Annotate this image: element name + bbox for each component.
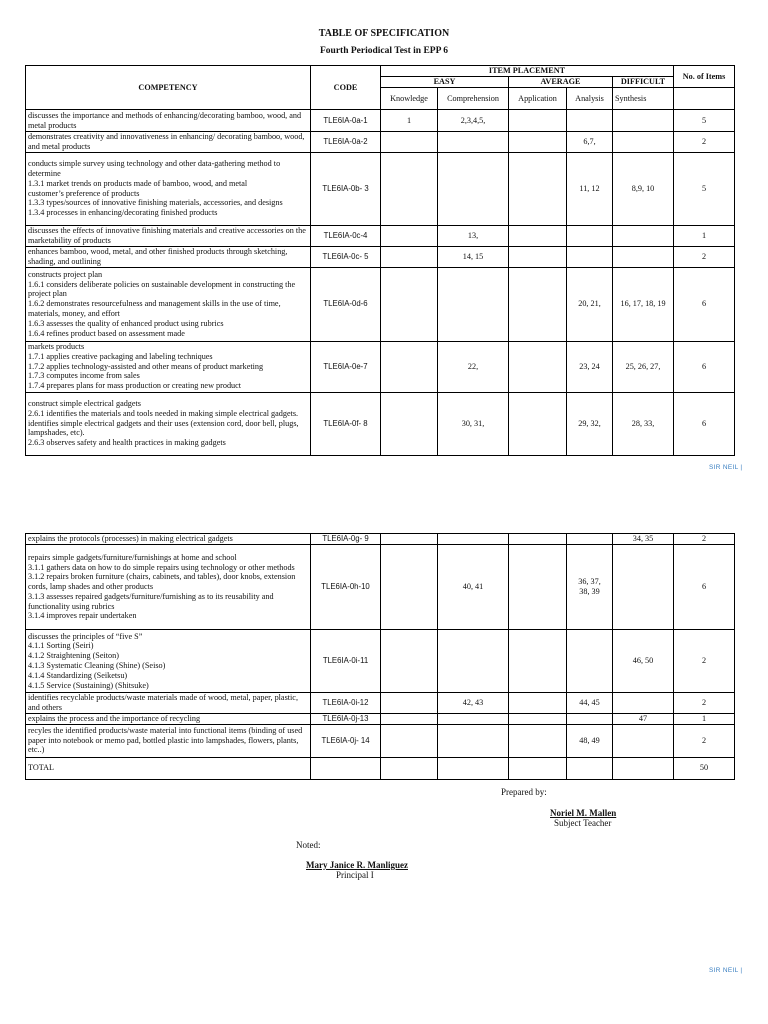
comprehension-cell <box>438 267 509 341</box>
knowledge-cell <box>381 713 438 724</box>
items-cell: 6 <box>674 267 735 341</box>
synthesis-cell <box>613 110 674 132</box>
items-cell: 5 <box>674 110 735 132</box>
competency-cell: recyles the identified products/waste material into functional items (binding of used paper into notebook or memo pad, bottled plastic into lampshades, flowers, plants, etc..) <box>26 724 311 757</box>
noted-label: Noted: <box>296 840 321 850</box>
knowledge-cell <box>381 545 438 630</box>
code-cell: TLE6IA-0c-4 <box>311 225 381 246</box>
competency-header: COMPETENCY <box>26 66 311 110</box>
specification-table-page-1 <box>25 65 735 456</box>
analysis-cell: 48, 49 <box>567 724 613 757</box>
analysis-cell <box>567 246 613 267</box>
code-cell: TLE6IA-0i-11 <box>311 630 381 693</box>
table-row <box>26 341 735 392</box>
easy-header: EASY <box>381 77 509 88</box>
competency-cell: repairs simple gadgets/furniture/furnishings at home and school 3.1.1 gathers data on how to do simple repairs using technology or other methods 3.1.2 repairs broken furniture (chairs, cabinets, and tables), door knobs, extension cords, lamp shades and other products 3.1.3 assesses repaired gadgets/furniture/furnishing as to its reusability and functionality using rubrics 3.1.4 improves repair undertaken <box>26 545 311 630</box>
code-cell: TLE6IA-0g- 9 <box>311 534 381 545</box>
analysis-cell: 11, 12 <box>567 152 613 225</box>
table-row <box>26 392 735 455</box>
document-subtitle: Fourth Periodical Test in EPP 6 <box>320 46 448 56</box>
document-title: TABLE OF SPECIFICATION <box>318 28 450 39</box>
synthesis-cell: 16, 17, 18, 19 <box>613 267 674 341</box>
competency-cell: markets products 1.7.1 applies creative packaging and labeling techniques 1.7.2 applies technology-assisted and other means of product marketing 1.7.3 computes income from sales 1.7.4 prepares plans for mass production or creating new product <box>26 341 311 392</box>
knowledge-cell <box>381 225 438 246</box>
knowledge-cell <box>381 132 438 153</box>
code-cell: TLE6IA-0e-7 <box>311 341 381 392</box>
comprehension-cell: 14, 15 <box>438 246 509 267</box>
application-cell <box>509 110 567 132</box>
footer-watermark-1: SIR NEIL | <box>709 464 743 471</box>
competency-cell: explains the protocols (processes) in making electrical gadgets <box>26 534 311 545</box>
total-empty-cell <box>567 757 613 779</box>
application-cell <box>509 693 567 714</box>
total-row <box>26 757 735 779</box>
table-row <box>26 724 735 757</box>
items-cell: 6 <box>674 341 735 392</box>
items-cell: 1 <box>674 225 735 246</box>
analysis-cell <box>567 110 613 132</box>
comprehension-cell <box>438 713 509 724</box>
comprehension-cell <box>438 724 509 757</box>
synthesis-cell <box>613 693 674 714</box>
specification-table-page-2 <box>25 533 735 780</box>
competency-cell: construct simple electrical gadgets 2.6.1 identifies the materials and tools needed in making simple electrical gadgets. identifies simple electrical gadgets and their uses (extension cord, door bell, plugs, lampshades, etc). 2.6.3 observes safety and health practices in making gadgets <box>26 392 311 455</box>
synthesis-cell: 47 <box>613 713 674 724</box>
item-placement-header: ITEM PLACEMENT <box>381 66 674 77</box>
difficult-header: DIFFICULT <box>613 77 674 88</box>
code-cell: TLE6IA-0j-13 <box>311 713 381 724</box>
application-cell <box>509 545 567 630</box>
knowledge-cell <box>381 152 438 225</box>
preparer-name: Noriel M. Mallen <box>550 808 617 818</box>
table-body-page-2 <box>26 534 735 780</box>
code-cell: TLE6IA-0c- 5 <box>311 246 381 267</box>
analysis-cell <box>567 630 613 693</box>
competency-cell: demonstrates creativity and innovativeness in enhancing/ decorating bamboo, wood, and metal products <box>26 132 311 153</box>
table-row <box>26 132 735 153</box>
competency-cell: constructs project plan 1.6.1 considers deliberate policies on sustainable development in constructing the project plan 1.6.2 demonstrates resourcefulness and management skills in the use of time, materials, money, and effort 1.6.3 assesses the quality of enhanced product using rubrics 1.6.4 refines product based on assessment made <box>26 267 311 341</box>
application-cell <box>509 630 567 693</box>
competency-cell: discusses the effects of innovative finishing materials and creative accessories on the marketability of products <box>26 225 311 246</box>
code-cell: TLE6IA-0a-2 <box>311 132 381 153</box>
application-header: Application <box>509 88 567 110</box>
synthesis-cell: 28, 33, <box>613 392 674 455</box>
code-header: CODE <box>311 66 381 110</box>
application-cell <box>509 713 567 724</box>
table-row <box>26 630 735 693</box>
application-cell <box>509 267 567 341</box>
analysis-cell: 20, 21, <box>567 267 613 341</box>
prepared-by-label: Prepared by: <box>501 787 547 797</box>
knowledge-cell <box>381 267 438 341</box>
synthesis-cell: 34, 35 <box>613 534 674 545</box>
table-row <box>26 246 735 267</box>
competency-cell: discusses the principles of “five S” 4.1.1 Sorting (Seiri) 4.1.2 Straightening (Seiton) 4.1.3 Systematic Cleaning (Shine) (Seiso) 4.1.4 Standardizing (Seiketsu) 4.1.5 Service (Sustaining) (Shitsuke) <box>26 630 311 693</box>
analysis-cell: 23, 24 <box>567 341 613 392</box>
code-cell: TLE6IA-0j- 14 <box>311 724 381 757</box>
synthesis-header: Synthesis <box>613 88 674 110</box>
knowledge-cell <box>381 534 438 545</box>
knowledge-cell <box>381 246 438 267</box>
total-empty-cell <box>613 757 674 779</box>
total-empty-cell <box>381 757 438 779</box>
knowledge-cell <box>381 693 438 714</box>
total-items: 50 <box>674 757 735 779</box>
knowledge-cell: 1 <box>381 110 438 132</box>
table-row <box>26 693 735 714</box>
analysis-cell <box>567 225 613 246</box>
items-cell: 2 <box>674 132 735 153</box>
table-row <box>26 545 735 630</box>
knowledge-cell <box>381 341 438 392</box>
analysis-cell: 36, 37, 38, 39 <box>567 545 613 630</box>
code-cell: TLE6IA-0h-10 <box>311 545 381 630</box>
competency-cell: explains the process and the importance of recycling <box>26 713 311 724</box>
competency-cell: identifies recyclable products/waste materials made of wood, metal, paper, plastic, and others <box>26 693 311 714</box>
synthesis-cell: 8,9, 10 <box>613 152 674 225</box>
synthesis-cell <box>613 545 674 630</box>
comprehension-cell: 2,3,4,5, <box>438 110 509 132</box>
items-cell: 6 <box>674 545 735 630</box>
code-cell: TLE6IA-0i-12 <box>311 693 381 714</box>
comprehension-cell <box>438 534 509 545</box>
noter-title: Principal I <box>336 870 374 880</box>
table-body-page-1 <box>26 110 735 456</box>
analysis-cell <box>567 534 613 545</box>
synthesis-cell: 25, 26, 27, <box>613 341 674 392</box>
synthesis-cell <box>613 724 674 757</box>
total-empty-cell <box>311 757 381 779</box>
table-row <box>26 152 735 225</box>
noter-name: Mary Janice R. Manliguez <box>306 860 408 870</box>
comprehension-cell: 13, <box>438 225 509 246</box>
table-row <box>26 267 735 341</box>
average-header: AVERAGE <box>509 77 613 88</box>
application-cell <box>509 225 567 246</box>
code-cell: TLE6IA-0b- 3 <box>311 152 381 225</box>
empty-header-cell <box>674 88 735 110</box>
comprehension-cell: 30, 31, <box>438 392 509 455</box>
analysis-cell: 29, 32, <box>567 392 613 455</box>
competency-cell: discusses the importance and methods of enhancing/decorating bamboo, wood, and metal products <box>26 110 311 132</box>
application-cell <box>509 152 567 225</box>
synthesis-cell <box>613 132 674 153</box>
analysis-cell: 6,7, <box>567 132 613 153</box>
comprehension-cell: 42, 43 <box>438 693 509 714</box>
total-empty-cell <box>438 757 509 779</box>
items-cell: 2 <box>674 693 735 714</box>
table-row <box>26 713 735 724</box>
items-cell: 6 <box>674 392 735 455</box>
total-empty-cell <box>509 757 567 779</box>
analysis-header: Analysis <box>567 88 613 110</box>
knowledge-header: Knowledge <box>381 88 438 110</box>
application-cell <box>509 341 567 392</box>
code-cell: TLE6IA-0d-6 <box>311 267 381 341</box>
items-cell: 2 <box>674 246 735 267</box>
items-cell: 5 <box>674 152 735 225</box>
code-cell: TLE6IA-0f- 8 <box>311 392 381 455</box>
synthesis-cell <box>613 246 674 267</box>
application-cell <box>509 534 567 545</box>
knowledge-cell <box>381 392 438 455</box>
comprehension-cell <box>438 630 509 693</box>
analysis-cell <box>567 713 613 724</box>
footer-watermark-2: SIR NEIL | <box>709 967 743 974</box>
table-row <box>26 225 735 246</box>
knowledge-cell <box>381 724 438 757</box>
no-items-header: No. of Items <box>674 66 735 88</box>
comprehension-header: Comprehension <box>438 88 509 110</box>
synthesis-cell <box>613 225 674 246</box>
competency-cell: conducts simple survey using technology and other data-gathering method to determine 1.3.1 market trends on products made of bamboo, wood, and metal customer’s preference of products 1.3.3 types/sources of innovative finishing materials, accessories, and designs 1.3.4 processes in enhancing/decorating finished products <box>26 152 311 225</box>
application-cell <box>509 132 567 153</box>
analysis-cell: 44, 45 <box>567 693 613 714</box>
code-cell: TLE6IA-0a-1 <box>311 110 381 132</box>
comprehension-cell <box>438 152 509 225</box>
comprehension-cell: 22, <box>438 341 509 392</box>
application-cell <box>509 392 567 455</box>
application-cell <box>509 246 567 267</box>
items-cell: 2 <box>674 630 735 693</box>
preparer-title: Subject Teacher <box>554 818 612 828</box>
synthesis-cell: 46, 50 <box>613 630 674 693</box>
items-cell: 1 <box>674 713 735 724</box>
table-row <box>26 110 735 132</box>
items-cell: 2 <box>674 534 735 545</box>
items-cell: 2 <box>674 724 735 757</box>
competency-cell: enhances bamboo, wood, metal, and other finished products through sketching, shading, and outlining <box>26 246 311 267</box>
comprehension-cell: 40, 41 <box>438 545 509 630</box>
total-label: TOTAL <box>26 757 311 779</box>
application-cell <box>509 724 567 757</box>
comprehension-cell <box>438 132 509 153</box>
knowledge-cell <box>381 630 438 693</box>
table-row <box>26 534 735 545</box>
